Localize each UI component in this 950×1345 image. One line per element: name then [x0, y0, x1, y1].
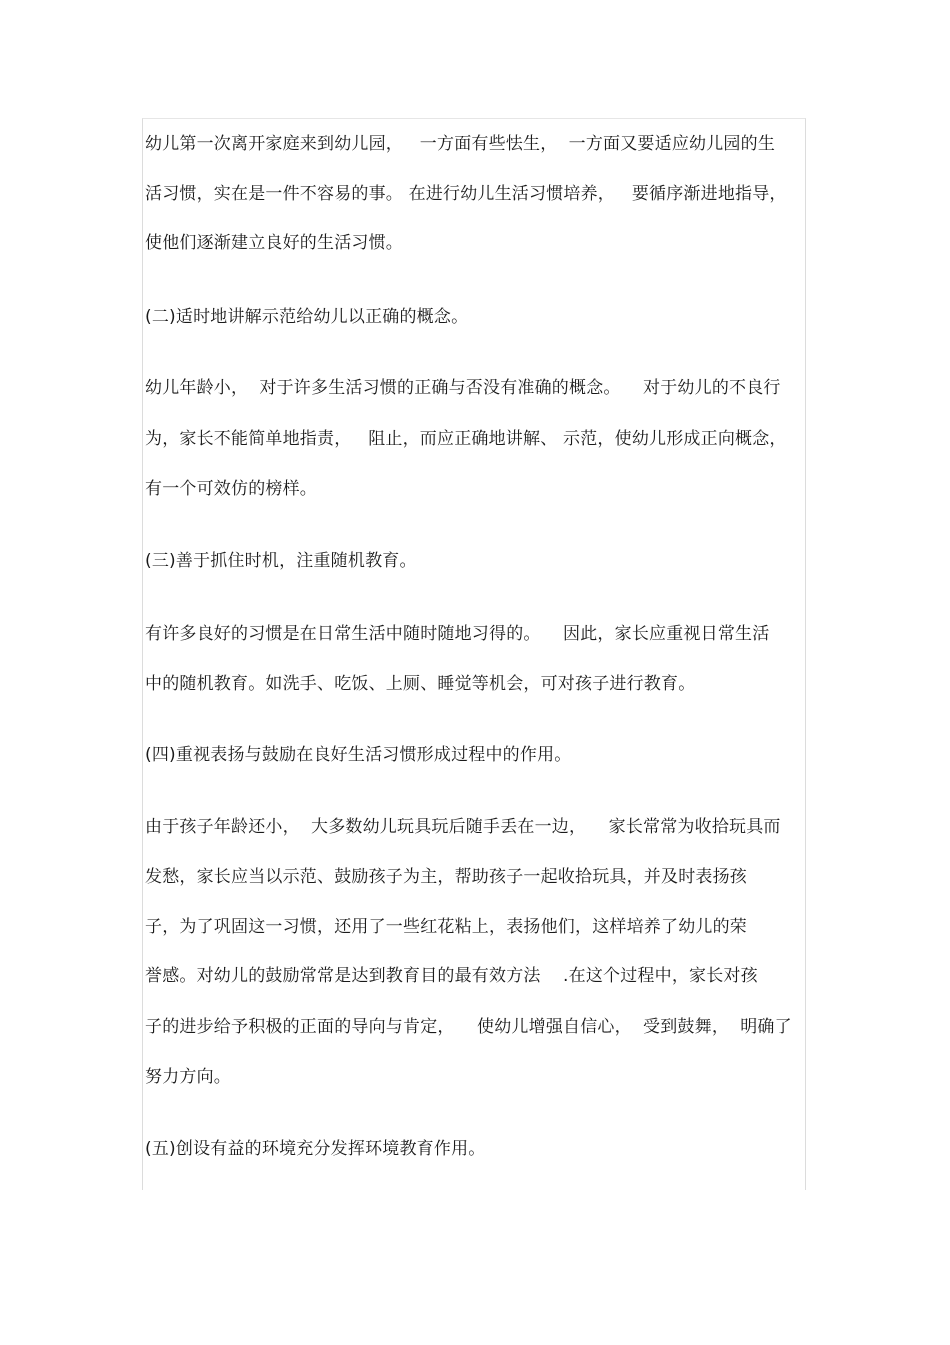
paragraph-line-4: 幼儿年龄小， 对于许多生活习惯的正确与否没有准确的概念。 对于幼儿的不良行 [145, 378, 781, 398]
section-heading-3: (三)善于抓住时机，注重随机教育。 [145, 551, 417, 571]
paragraph-line-11: 子，为了巩固这一习惯，还用了一些红花粘上，表扬他们，这样培养了幼儿的荣 [145, 917, 747, 937]
paragraph-line-2: 活习惯，实在是一件不容易的事。 在进行幼儿生活习惯培养， 要循序渐进地指导， [145, 184, 787, 204]
paragraph-line-3: 使他们逐渐建立良好的生活习惯。 [145, 233, 403, 253]
paragraph-line-7: 有许多良好的习惯是在日常生活中随时随地习得的。 因此，家长应重视日常生活 [145, 624, 770, 644]
paragraph-line-5: 为，家长不能简单地指责， 阻止，而应正确地讲解、 示范，使幼儿形成正向概念， [145, 429, 787, 449]
section-heading-2: (二)适时地讲解示范给幼儿以正确的概念。 [145, 307, 469, 327]
paragraph-line-8: 中的随机教育。如洗手、吃饭、上厕、睡觉等机会，可对孩子进行教育。 [145, 674, 696, 694]
section-heading-4: (四)重视表扬与鼓励在良好生活习惯形成过程中的作用。 [145, 745, 572, 765]
paragraph-line-10: 发愁，家长应当以示范、鼓励孩子为主，帮助孩子一起收拾玩具，并及时表扬孩 [145, 867, 747, 887]
paragraph-line-1: 幼儿第一次离开家庭来到幼儿园， 一方面有些怯生， 一方面又要适应幼儿园的生 [145, 134, 776, 154]
paragraph-line-6: 有一个可效仿的榜样。 [145, 479, 317, 499]
paragraph-line-12: 誉感。对幼儿的鼓励常常是达到教育目的最有效方法 .在这个过程中，家长对孩 [145, 966, 758, 986]
paragraph-line-13: 子的进步给予积极的正面的导向与肯定， 使幼儿增强自信心， 受到鼓舞， 明确了 [145, 1017, 792, 1037]
paragraph-line-9: 由于孩子年龄还小， 大多数幼儿玩具玩后随手丢在一边， 家长常常为收拾玩具而 [145, 817, 781, 837]
paragraph-line-14: 努力方向。 [145, 1067, 231, 1087]
section-heading-5: (五)创设有益的环境充分发挥环境教育作用。 [145, 1139, 486, 1159]
